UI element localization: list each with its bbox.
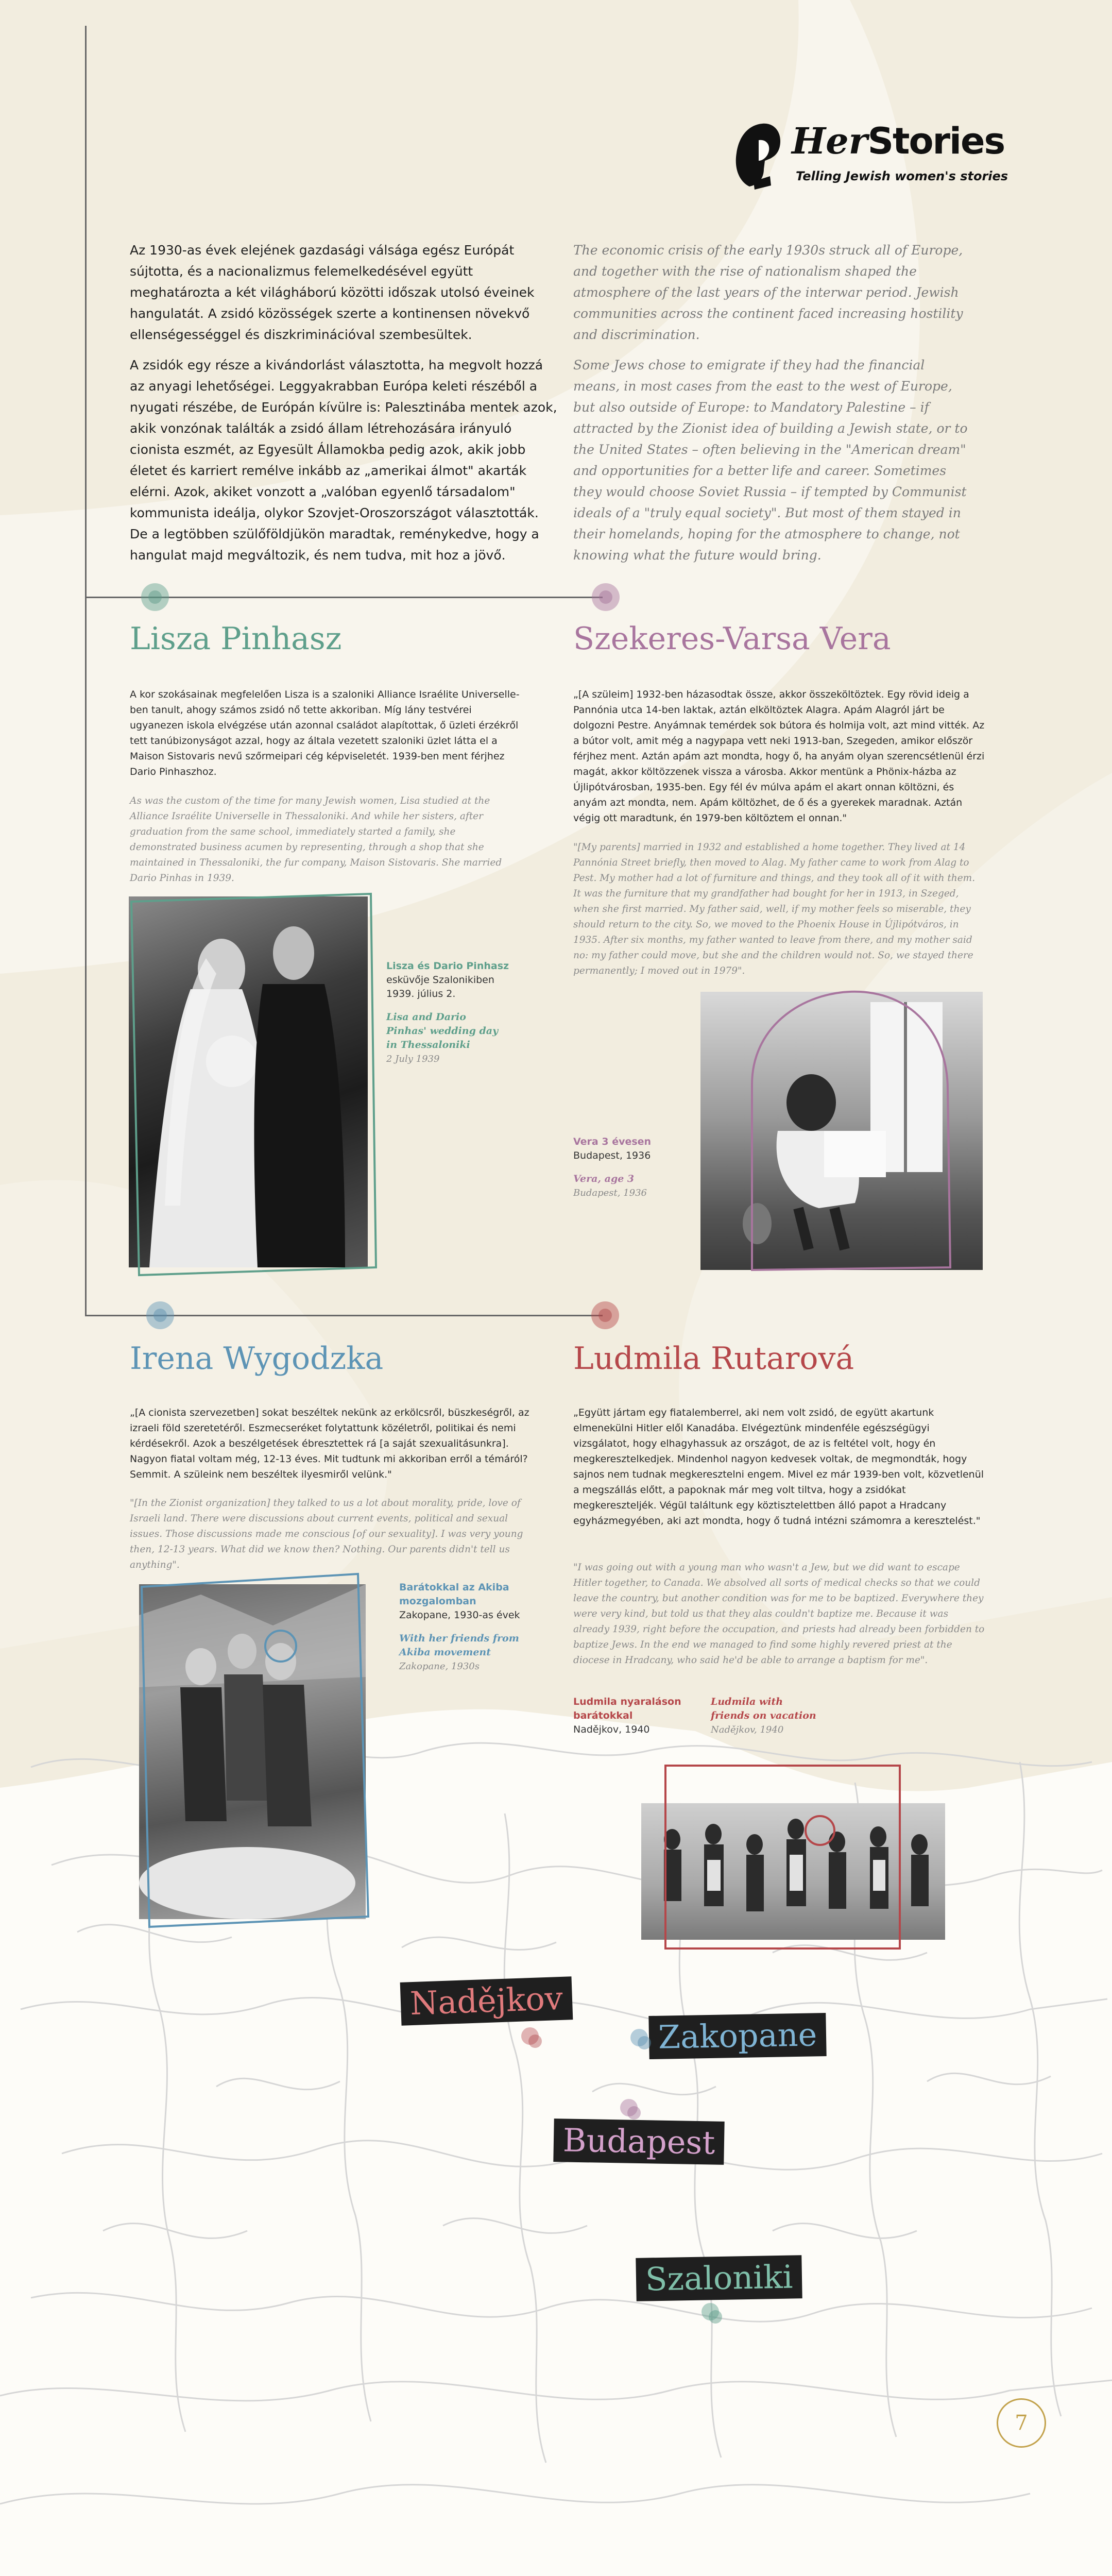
woman-silhouette-icon [734, 120, 783, 192]
lisza-caption-title-en: Lisa and Dario Pinhas' wedding day in Thessaloniki [386, 1011, 499, 1050]
ludmila-caption-hu [573, 1695, 702, 1737]
ludmila-text-hu: „Együtt jártam egy fiatalemberrel, aki nem volt zsidó, de együtt akartunk elmenekülni Hitler elől Kanadába. Elvégeztünk mindenféle egészségügyi vizsgálatot, hogy elhagyhassuk az országot, de az is feltétel volt, hogy én megkeresztelkedjek. Mindenhol nagyon kedvesek voltak, de megmondták, hogy sajnos nem tudnak megkeresztelni engem. Mivel ez már 1939-ben volt, közvetlenül a megszállás előtt, a papoknak már meg volt tiltva, hogy a zsidókat megkereszteljék. Végül találtunk egy köztisztelettben álló papot a Hradcany egyházmegyében, aki azt mondta, hogy ő tudná intézni számomra a keresztelést." [573, 1407, 984, 1527]
lisza-caption-date-en: 2 July 1939 [386, 1054, 440, 1064]
lisza-caption-title-hu: Lisza és Dario Pinhasz [386, 960, 509, 972]
page-number-text: 7 [1015, 2411, 1028, 2435]
ludmila-caption-line1-hu: Naděјkov, 1940 [573, 1724, 650, 1735]
city-dot-zakopane [630, 2029, 648, 2046]
ludmila-caption-en [711, 1695, 845, 1737]
brand-her: Her [792, 120, 868, 162]
ludmila-caption-title-en-2: friends on vacation [711, 1710, 816, 1721]
lisza-caption-line1-hu: esküvője Szalonikiben [386, 974, 494, 986]
irena-caption-line1-hu: Zakopane, 1930-as évek [399, 1609, 520, 1621]
timeline-vertical [85, 26, 87, 1316]
timeline-dot-lisza [141, 583, 169, 611]
ludmila-photo-frame [654, 1754, 912, 1960]
logo [734, 120, 1022, 192]
vera-caption-title-en: Vera, age 3 [573, 1173, 635, 1184]
city-label-budapest: Budapest [553, 2119, 725, 2165]
city-dot-nadejkov [521, 2027, 539, 2045]
vera-caption-line1-hu: Budapest, 1936 [573, 1150, 651, 1161]
lisza-name: Lisza Pinhasz [130, 621, 342, 657]
vera-photo-frame [690, 981, 994, 1280]
timeline-dot-vera [592, 583, 620, 611]
intro-hu-paragraph-1: Az 1930-as évek elejének gazdasági válsága egész Európát sújtotta, és a nacionalizmus felemelkedésével együtt meghatározta a két világháború közötti időszak utolsó éveinek hangulatát. A zsidó közösségek szerte a kontinensen növekvő ellenségességgel és diszkriminációval szembesültek. [130, 243, 535, 342]
lisza-text-hu: A kor szokásainak megfelelően Lisza is a szaloniki Alliance Israélite Universelle-ben tanult, ahogy számos zsidó nő tette akkoriban. Míg lány testvérei ugyanezen iskola elvégzése után azonnal családot alapítottak, ő üzleti érzékről tett tanúbizonyságot azzal, hogy az általa vezetett szaloniki üzlet látta el a Maison Sistovaris nevű szőrmeipari cég képviseletét. 1939-ben ment férjhez Dario Pinhaszhoz. [130, 689, 520, 777]
ludmila-caption-title-hu-2: barátokkal [573, 1710, 633, 1721]
lisza-caption-line2-hu: 1939. július 2. [386, 988, 456, 999]
intro-en-paragraph-2: Some Jews chose to emigrate if they had the financial means, in most cases from the east to the west of Europe, but also outside of Europe: to Mandatory Palestine – if attracted by the Zionist idea of building a Jewish state, or to the United States – often believing in the "American dream" and opportunities for a better life and career. Sometimes they would choose Soviet Russia – if tempted by Communist ideals of a "truly equal society". But most of them stayed in their homelands, hoping for the atmosphere to change, not knowing what the future would bring. [573, 358, 968, 563]
page-number [997, 2398, 1046, 2448]
city-label-zakopane: Zakopane [648, 2013, 827, 2059]
ludmila-caption-date-en: Naděјkov, 1940 [711, 1724, 784, 1735]
timeline-dot-ludmila [591, 1301, 619, 1329]
brand-tagline: Telling Jewish women's stories [796, 169, 1008, 183]
vera-caption-title-hu: Vera 3 évesen [573, 1136, 652, 1147]
lisza-text-en: As was the custom of the time for many Jewish women, Lisa studied at the Alliance Israélite Universelle in Thessaloniki. And while her sisters, after graduation from the same school, immediately started a family, she demonstrated business acumen by representing, through a shop that she maintained in Thessaloniki, the fur company, Maison Sistovaris. She married Dario Pinhas in 1939. [130, 795, 502, 884]
ludmila-caption-title-en-1: Ludmila with [711, 1696, 783, 1707]
ludmila-caption-title-hu-1: Ludmila nyaraláson [573, 1696, 681, 1707]
city-label-nadejkov: Naděјkov [400, 1976, 573, 2026]
irena-text-hu: „[A cionista szervezetben] sokat beszéltek nekünk az erkölcsről, büszkeségről, az izraeli föld szeretetéről. Eszmecseréket folytattunk közéletről, politikai és nemi kérdésekről. Azok a beszélgetések ébresztettek rá [a saját szexualitásunkra]. Nagyon fiatal voltam még, 12-13 éves. Mit tudtunk mi akkoriban erről a témáról? Semmit. A szüleink nem beszéltek ilyesmiről velünk." [130, 1407, 529, 1480]
irena-caption-title-en: With her friends from Akiba movement [399, 1633, 519, 1658]
city-label-szaloniki: Szaloniki [636, 2255, 802, 2301]
irena-text-en: "[In the Zionist organization] they talked to us a lot about morality, pride, love of Israeli land. There were discussions about current events, political and sexual issues. Those discussions made me conscious [of our sexuality]. I was very young then, 12-13 years. What did we know then? Nothing. Our parents didn't tell us anything". [130, 1498, 523, 1570]
vera-name: Szekeres-Varsa Vera [573, 621, 891, 657]
lisza-caption [386, 959, 531, 1066]
ludmila-text-en: "I was going out with a young man who wasn't a Jew, but we did want to escape Hitler together, to Canada. We absolved all sorts of medical checks so that we could leave the country, but another condition was for me to be baptized. Everywhere they were very kind, but told us that they alas couldn't baptize me. Because it was already 1939, right before the occupation, and priests had already been forbidden to baptize Jews. In the end we managed to find some highly revered priest at the diocese in Hradcany, who said he'd be able to arrange a baptism for me". [573, 1562, 985, 1666]
vera-text-hu: „[A szüleim] 1932-ben házasodtak össze, akkor összeköltöztek. Egy rövid ideig a Pannónia utca 14-ben laktak, aztán elköltöztek Alagra. Apám Alagról járt be dolgozni Pestre. Anyámnak temérdek sok bútora és holmija volt, azt mind vitték. Az a bútor volt, amit még a nagypapa vett neki 1913-ban, Szegeden, amikor először férjhez ment. Aztán apám azt mondta, hogy ő, ha anyám olyan szerencsétlenül érzi magát, akkor költözzenek vissza a városba. Akkor mentünk a Phönix-házba az Újlipótvárosban, 1935-ben. Egy fél év múlva apám el akart onnan költözni, és anyám azt mondta, nem. Apám költözhet, de ő és a gyerekek maradnak. Aztán végig ott maradtunk, én 1979-ben költöztem el onnan." [573, 689, 985, 824]
city-dot-budapest [620, 2099, 638, 2116]
intro-english [573, 240, 975, 575]
vera-caption-date-en: Budapest, 1936 [573, 1188, 647, 1198]
irena-photo-frame [131, 1566, 379, 1937]
intro-en-paragraph-1: The economic crisis of the early 1930s struck all of Europe, and together with the rise of nationalism shaped the atmosphere of the last years of the interwar period. Jewish communities across the continent faced increasing hostility and discrimination. [573, 243, 963, 342]
brand-stories: Stories [867, 120, 1005, 162]
irena-caption [399, 1581, 538, 1673]
intro-hungarian [130, 240, 557, 575]
intro-hu-paragraph-2: A zsidók egy része a kivándorlást választotta, ha megvolt hozzá az anyagi lehetőségei. Leggyakrabban Európa keleti részéből a nyugati részébe, de Európán kívülre is: Palesztinába mentek azok, akik vonzónak találták a zsidó állam létrehozására irányuló cionista eszmét, az Egyesült Államokba pedig azok, akik jobb életet és karriert remélve inkább az „amerikai álmot" akarták elérni. Azok, akiket vonzott a „valóban egyenlő társadalom" kommunista ideálja, olykor Szovjet-Oroszországot választották. De a legtöbben szülőföldjükön maradtak, reménykedve, hogy a hangulat majd megváltozik, és nem tudva, mit hoz a jövő. [130, 358, 557, 563]
ludmila-name: Ludmila Rutarová [573, 1341, 854, 1377]
irena-name: Irena Wygodzka [130, 1341, 384, 1377]
vera-caption [573, 1135, 687, 1200]
vera-text-en: "[My parents] married in 1932 and established a home together. They lived at 14 Pannónia Street briefly, then moved to Alag. My father came to work from Alag to Pest. My mother had a lot of furniture and things, and they took all of it with them. It was the furniture that my grandfather had bought for her in 1913, in Szeged, when she first married. My father said, well, if my mother feels so miserable, they should return to the city. So, we moved to the Phoenix House in Újlipótváros, in 1935. After six months, my father wanted to leave from there, and my mother said no: my father could move, but she and the children would not. So, we stayed there permanently; I moved out in 1979". [573, 842, 976, 976]
timeline-dot-irena [146, 1301, 174, 1329]
city-dot-szaloniki [702, 2303, 719, 2320]
irena-caption-date-en: Zakopane, 1930s [399, 1661, 480, 1672]
lisza-photo-frame [118, 886, 381, 1283]
irena-caption-title-hu: Barátokkal az Akiba mozgalomban [399, 1582, 509, 1607]
